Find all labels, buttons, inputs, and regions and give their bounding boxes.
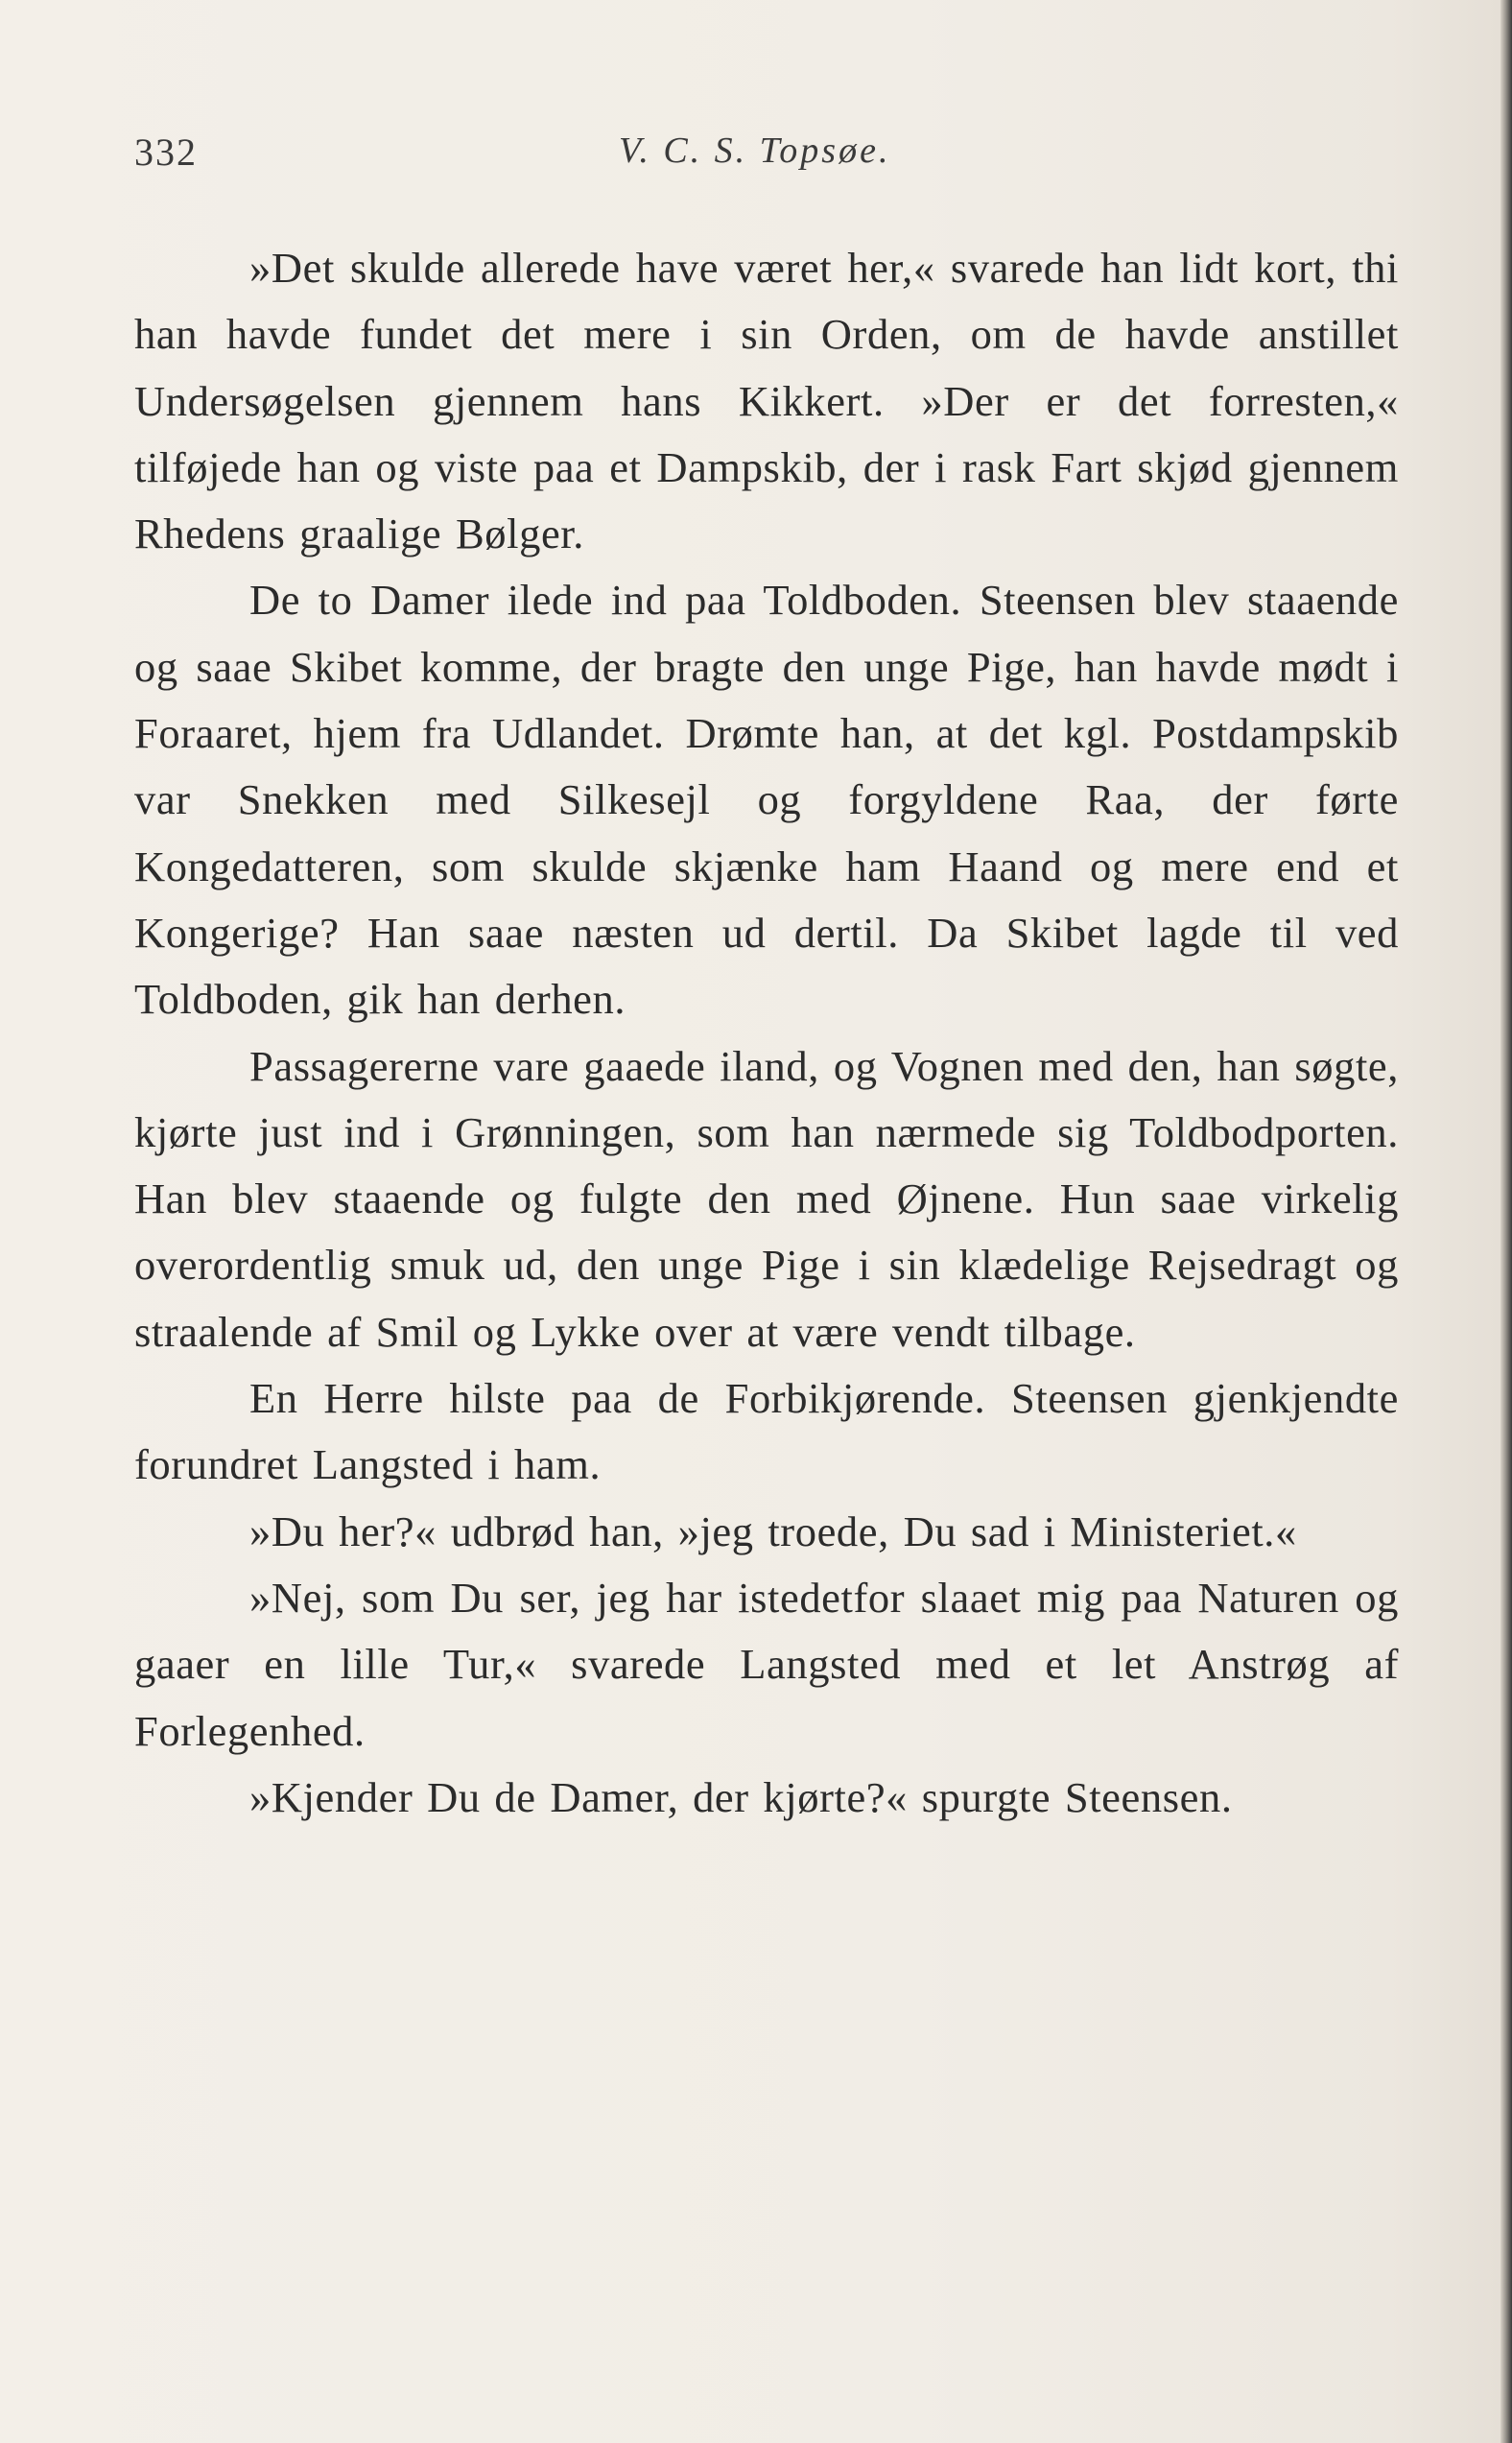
page-header bbox=[134, 130, 1401, 187]
paragraph: »Kjender Du de Damer, der kjørte?« spurgte Steensen. bbox=[249, 1772, 1233, 1821]
paragraph: »Nej, som Du ser, jeg har istedetfor slaaet mig paa Naturen og gaaer en lille Tur,« svarede Langsted med et let Anstrøg af Forlegenhed. bbox=[134, 1573, 1399, 1755]
page-number: 332 bbox=[134, 130, 198, 174]
paragraph: Passagererne vare gaaede iland, og Vognen med den, han søgte, kjørte just ind i Grønningen, som han nærmede sig Toldbodporten. Han blev staaende og fulgte den med Øjnene. Hun saae virkelig overordentlig smuk ud, den unge Pige i sin klædelige Rejsedragt og straalende af Smil og Lykke over at være vendt tilbage. bbox=[134, 1041, 1399, 1356]
body-text bbox=[134, 235, 1399, 1831]
running-head: V. C. S. Topsøe. bbox=[619, 130, 891, 171]
paragraph: »Du her?« udbrød han, »jeg troede, Du sad i Ministeriet.« bbox=[249, 1506, 1297, 1555]
page-gutter-edge bbox=[1500, 0, 1512, 2443]
paragraph: En Herre hilste paa de Forbikjørende. Steensen gjenkjendte forundret Langsted i ham. bbox=[134, 1374, 1399, 1489]
paragraph: De to Damer ilede ind paa Toldboden. Steensen blev staaende og saae Skibet komme, der bragte den unge Pige, han havde mødt i Foraaret, hjem fra Udlandet. Drømte han, at det kgl. Postdampskib var Snekken med Silkesejl og forgyldene Raa, der førte Kongedatteren, som skulde skjænke ham Haand og mere end et Kongerige? Han saae næsten ud dertil. Da Skibet lagde til ved Toldboden, gik han derhen. bbox=[134, 576, 1399, 1024]
paragraph: »Det skulde allerede have været her,« svarede han lidt kort, thi han havde fundet det mere i sin Orden, om de havde anstillet Undersøgelsen gjennem hans Kikkert. »Der er det forresten,« tilføjede han og viste paa et Dampskib, der i rask Fart skjød gjennem Rhedens graalige Bølger. bbox=[134, 244, 1399, 558]
